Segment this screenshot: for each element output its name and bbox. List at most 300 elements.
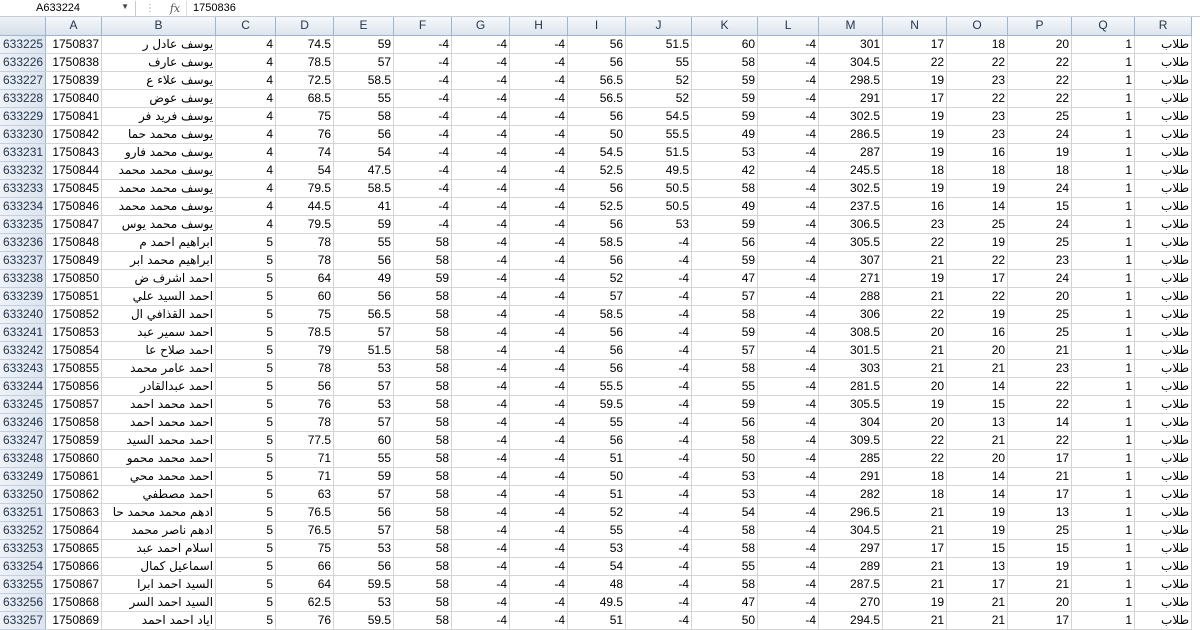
cell-o[interactable]: 23: [947, 71, 1008, 89]
cell-q[interactable]: 1: [1072, 431, 1135, 449]
cell-a[interactable]: 1750837: [46, 35, 102, 53]
cell-d[interactable]: 78: [276, 233, 334, 251]
cell-f[interactable]: -4: [394, 143, 452, 161]
cell-f[interactable]: 58: [394, 341, 452, 359]
cell-e[interactable]: 59: [334, 215, 394, 233]
cell-f[interactable]: -4: [394, 197, 452, 215]
insert-function-button[interactable]: fx: [164, 1, 187, 16]
cell-g[interactable]: -4: [452, 359, 510, 377]
cell-o[interactable]: 14: [947, 377, 1008, 395]
cell-h[interactable]: -4: [510, 53, 568, 71]
row-header[interactable]: 633252: [0, 521, 46, 539]
cell-e[interactable]: 60: [334, 431, 394, 449]
cell-r[interactable]: [1135, 89, 1192, 107]
cell-l[interactable]: -4: [758, 557, 819, 575]
cell-j[interactable]: -4: [626, 323, 692, 341]
cell-a[interactable]: 1750847: [46, 215, 102, 233]
cell-h[interactable]: -4: [510, 35, 568, 53]
cell-o[interactable]: 14: [947, 485, 1008, 503]
cell-e[interactable]: 56.5: [334, 305, 394, 323]
cell-l[interactable]: -4: [758, 575, 819, 593]
row-header[interactable]: 633231: [0, 143, 46, 161]
cell-j[interactable]: -4: [626, 449, 692, 467]
cell-a[interactable]: 1750844: [46, 161, 102, 179]
cell-n[interactable]: 19: [883, 125, 947, 143]
cell-m[interactable]: 301: [819, 35, 883, 53]
cell-q[interactable]: 1: [1072, 161, 1135, 179]
cell-d[interactable]: 78.5: [276, 53, 334, 71]
cell-r[interactable]: [1135, 359, 1192, 377]
cell-a[interactable]: 1750843: [46, 143, 102, 161]
cell-f[interactable]: -4: [394, 89, 452, 107]
cell-c[interactable]: 4: [216, 197, 276, 215]
cell-h[interactable]: -4: [510, 143, 568, 161]
cell-n[interactable]: 21: [883, 251, 947, 269]
cell-r[interactable]: [1135, 107, 1192, 125]
cell-b[interactable]: [102, 557, 216, 575]
cell-q[interactable]: 1: [1072, 233, 1135, 251]
cell-o[interactable]: 18: [947, 161, 1008, 179]
cell-q[interactable]: 1: [1072, 107, 1135, 125]
cell-b[interactable]: [102, 449, 216, 467]
cell-b[interactable]: [102, 53, 216, 71]
cell-i[interactable]: 51: [568, 485, 626, 503]
cell-a[interactable]: 1750855: [46, 359, 102, 377]
cell-c[interactable]: 5: [216, 449, 276, 467]
cell-o[interactable]: 13: [947, 557, 1008, 575]
cell-h[interactable]: -4: [510, 611, 568, 629]
cell-n[interactable]: 20: [883, 323, 947, 341]
cell-e[interactable]: 58.5: [334, 71, 394, 89]
cell-p[interactable]: 19: [1008, 557, 1072, 575]
cell-j[interactable]: -4: [626, 503, 692, 521]
cell-c[interactable]: 5: [216, 233, 276, 251]
cell-j[interactable]: -4: [626, 575, 692, 593]
cell-r[interactable]: [1135, 467, 1192, 485]
cell-r[interactable]: [1135, 323, 1192, 341]
column-header-k[interactable]: K: [692, 17, 758, 35]
cell-h[interactable]: -4: [510, 251, 568, 269]
cell-h[interactable]: -4: [510, 269, 568, 287]
cell-p[interactable]: 17: [1008, 611, 1072, 629]
cell-f[interactable]: 58: [394, 611, 452, 629]
cell-j[interactable]: -4: [626, 593, 692, 611]
cell-a[interactable]: 1750840: [46, 89, 102, 107]
cell-k[interactable]: 54: [692, 503, 758, 521]
cell-b[interactable]: [102, 323, 216, 341]
cell-c[interactable]: 4: [216, 71, 276, 89]
cell-b[interactable]: [102, 143, 216, 161]
cell-i[interactable]: 52.5: [568, 161, 626, 179]
cell-p[interactable]: 24: [1008, 179, 1072, 197]
cell-c[interactable]: 5: [216, 557, 276, 575]
cell-f[interactable]: 58: [394, 251, 452, 269]
cell-n[interactable]: 17: [883, 539, 947, 557]
cell-n[interactable]: 21: [883, 521, 947, 539]
cell-h[interactable]: -4: [510, 431, 568, 449]
cell-d[interactable]: 76: [276, 611, 334, 629]
cell-n[interactable]: 16: [883, 197, 947, 215]
cell-j[interactable]: -4: [626, 413, 692, 431]
cell-e[interactable]: 57: [334, 485, 394, 503]
cell-j[interactable]: 49.5: [626, 161, 692, 179]
cell-b[interactable]: [102, 611, 216, 629]
column-header-a[interactable]: A: [46, 17, 102, 35]
cell-m[interactable]: 305.5: [819, 395, 883, 413]
row-header[interactable]: 633243: [0, 359, 46, 377]
cell-e[interactable]: 57: [334, 53, 394, 71]
row-header[interactable]: 633242: [0, 341, 46, 359]
cell-b[interactable]: [102, 395, 216, 413]
cell-k[interactable]: 59: [692, 89, 758, 107]
cell-k[interactable]: 57: [692, 287, 758, 305]
cell-e[interactable]: 57: [334, 377, 394, 395]
cell-h[interactable]: -4: [510, 449, 568, 467]
cell-i[interactable]: 51: [568, 449, 626, 467]
cell-l[interactable]: -4: [758, 89, 819, 107]
cell-e[interactable]: 57: [334, 413, 394, 431]
cell-q[interactable]: 1: [1072, 467, 1135, 485]
cell-p[interactable]: 19: [1008, 143, 1072, 161]
cell-q[interactable]: 1: [1072, 557, 1135, 575]
row-header[interactable]: 633257: [0, 611, 46, 629]
cell-o[interactable]: 17: [947, 269, 1008, 287]
cell-f[interactable]: 58: [394, 359, 452, 377]
cell-f[interactable]: 58: [394, 467, 452, 485]
cell-o[interactable]: 19: [947, 305, 1008, 323]
cell-d[interactable]: 78: [276, 251, 334, 269]
cell-q[interactable]: 1: [1072, 179, 1135, 197]
cell-c[interactable]: 5: [216, 413, 276, 431]
cell-l[interactable]: -4: [758, 125, 819, 143]
cell-q[interactable]: 1: [1072, 611, 1135, 629]
cell-j[interactable]: -4: [626, 539, 692, 557]
cell-k[interactable]: 56: [692, 413, 758, 431]
cell-m[interactable]: 271: [819, 269, 883, 287]
cell-q[interactable]: 1: [1072, 197, 1135, 215]
cell-g[interactable]: -4: [452, 143, 510, 161]
cell-e[interactable]: 47.5: [334, 161, 394, 179]
cell-m[interactable]: 270: [819, 593, 883, 611]
cell-f[interactable]: 58: [394, 539, 452, 557]
column-header-b[interactable]: B: [102, 17, 216, 35]
cell-f[interactable]: 58: [394, 377, 452, 395]
cell-q[interactable]: 1: [1072, 395, 1135, 413]
cell-f[interactable]: 58: [394, 305, 452, 323]
cell-n[interactable]: 19: [883, 107, 947, 125]
cell-p[interactable]: 21: [1008, 467, 1072, 485]
cell-n[interactable]: 19: [883, 269, 947, 287]
cell-c[interactable]: 4: [216, 143, 276, 161]
cell-m[interactable]: 281.5: [819, 377, 883, 395]
cell-k[interactable]: 55: [692, 557, 758, 575]
cell-k[interactable]: 58: [692, 179, 758, 197]
cell-l[interactable]: -4: [758, 503, 819, 521]
row-header[interactable]: 633236: [0, 233, 46, 251]
cell-e[interactable]: 55: [334, 449, 394, 467]
cell-o[interactable]: 20: [947, 341, 1008, 359]
cell-l[interactable]: -4: [758, 449, 819, 467]
cell-m[interactable]: 306: [819, 305, 883, 323]
cell-q[interactable]: 1: [1072, 53, 1135, 71]
cell-j[interactable]: 55: [626, 53, 692, 71]
cell-c[interactable]: 4: [216, 161, 276, 179]
cell-p[interactable]: 15: [1008, 197, 1072, 215]
cell-a[interactable]: 1750838: [46, 53, 102, 71]
cell-b[interactable]: [102, 215, 216, 233]
cell-o[interactable]: 14: [947, 197, 1008, 215]
cell-j[interactable]: -4: [626, 251, 692, 269]
cell-b[interactable]: [102, 377, 216, 395]
cell-d[interactable]: 79: [276, 341, 334, 359]
cell-n[interactable]: 21: [883, 611, 947, 629]
cell-r[interactable]: [1135, 575, 1192, 593]
column-header-e[interactable]: E: [334, 17, 394, 35]
cell-p[interactable]: 24: [1008, 269, 1072, 287]
cell-n[interactable]: 19: [883, 71, 947, 89]
cell-e[interactable]: 58.5: [334, 179, 394, 197]
cell-l[interactable]: -4: [758, 485, 819, 503]
cell-h[interactable]: -4: [510, 395, 568, 413]
cell-k[interactable]: 58: [692, 305, 758, 323]
cell-i[interactable]: 55: [568, 521, 626, 539]
cell-g[interactable]: -4: [452, 593, 510, 611]
cell-h[interactable]: -4: [510, 107, 568, 125]
cell-d[interactable]: 76.5: [276, 521, 334, 539]
cell-c[interactable]: 5: [216, 521, 276, 539]
cell-e[interactable]: 53: [334, 593, 394, 611]
cell-q[interactable]: 1: [1072, 413, 1135, 431]
cell-m[interactable]: 282: [819, 485, 883, 503]
column-header-i[interactable]: I: [568, 17, 626, 35]
cell-p[interactable]: 23: [1008, 251, 1072, 269]
cell-j[interactable]: -4: [626, 611, 692, 629]
cell-m[interactable]: 297: [819, 539, 883, 557]
cell-n[interactable]: 20: [883, 413, 947, 431]
cell-j[interactable]: -4: [626, 377, 692, 395]
column-header-h[interactable]: H: [510, 17, 568, 35]
cell-e[interactable]: 56: [334, 125, 394, 143]
cell-r[interactable]: [1135, 539, 1192, 557]
cell-o[interactable]: 17: [947, 575, 1008, 593]
cell-q[interactable]: 1: [1072, 71, 1135, 89]
cell-r[interactable]: [1135, 305, 1192, 323]
cell-q[interactable]: 1: [1072, 575, 1135, 593]
cell-j[interactable]: -4: [626, 431, 692, 449]
row-header[interactable]: 633240: [0, 305, 46, 323]
cell-i[interactable]: 58.5: [568, 305, 626, 323]
cell-g[interactable]: -4: [452, 53, 510, 71]
cell-k[interactable]: 49: [692, 197, 758, 215]
row-header[interactable]: 633226: [0, 53, 46, 71]
cell-a[interactable]: 1750853: [46, 323, 102, 341]
cell-j[interactable]: 52: [626, 71, 692, 89]
column-header-o[interactable]: O: [947, 17, 1008, 35]
cell-c[interactable]: 5: [216, 341, 276, 359]
row-header[interactable]: 633238: [0, 269, 46, 287]
column-header-j[interactable]: J: [626, 17, 692, 35]
cell-p[interactable]: 25: [1008, 305, 1072, 323]
cell-b[interactable]: [102, 107, 216, 125]
cell-b[interactable]: [102, 251, 216, 269]
column-header-n[interactable]: N: [883, 17, 947, 35]
cell-b[interactable]: [102, 71, 216, 89]
cell-c[interactable]: 5: [216, 287, 276, 305]
cell-b[interactable]: [102, 161, 216, 179]
row-header[interactable]: 633255: [0, 575, 46, 593]
cell-f[interactable]: -4: [394, 107, 452, 125]
cell-b[interactable]: [102, 233, 216, 251]
cell-c[interactable]: 4: [216, 107, 276, 125]
cell-b[interactable]: [102, 359, 216, 377]
cell-q[interactable]: 1: [1072, 251, 1135, 269]
cell-l[interactable]: -4: [758, 233, 819, 251]
cell-f[interactable]: 58: [394, 575, 452, 593]
column-header-d[interactable]: D: [276, 17, 334, 35]
cell-d[interactable]: 75: [276, 107, 334, 125]
cell-q[interactable]: 1: [1072, 341, 1135, 359]
row-header[interactable]: 633227: [0, 71, 46, 89]
row-header[interactable]: 633233: [0, 179, 46, 197]
cell-b[interactable]: [102, 539, 216, 557]
cell-i[interactable]: 56: [568, 35, 626, 53]
cell-m[interactable]: 304.5: [819, 521, 883, 539]
cell-a[interactable]: 1750867: [46, 575, 102, 593]
cell-o[interactable]: 19: [947, 503, 1008, 521]
cell-f[interactable]: 58: [394, 485, 452, 503]
row-header[interactable]: 633232: [0, 161, 46, 179]
cell-c[interactable]: 5: [216, 431, 276, 449]
cell-m[interactable]: 303: [819, 359, 883, 377]
cell-o[interactable]: 14: [947, 467, 1008, 485]
cell-k[interactable]: 50: [692, 449, 758, 467]
cell-c[interactable]: 4: [216, 35, 276, 53]
cell-k[interactable]: 59: [692, 71, 758, 89]
cell-b[interactable]: [102, 593, 216, 611]
cell-g[interactable]: -4: [452, 413, 510, 431]
cell-m[interactable]: 245.5: [819, 161, 883, 179]
cell-o[interactable]: 13: [947, 413, 1008, 431]
cell-c[interactable]: 5: [216, 485, 276, 503]
cell-a[interactable]: 1750841: [46, 107, 102, 125]
cell-n[interactable]: 21: [883, 359, 947, 377]
cell-k[interactable]: 58: [692, 359, 758, 377]
cell-f[interactable]: -4: [394, 35, 452, 53]
cell-f[interactable]: -4: [394, 179, 452, 197]
cell-p[interactable]: 15: [1008, 539, 1072, 557]
cell-a[interactable]: 1750862: [46, 485, 102, 503]
cell-a[interactable]: 1750864: [46, 521, 102, 539]
cell-e[interactable]: 56: [334, 251, 394, 269]
cell-i[interactable]: 49.5: [568, 593, 626, 611]
row-header[interactable]: 633237: [0, 251, 46, 269]
cell-n[interactable]: 21: [883, 341, 947, 359]
cell-k[interactable]: 50: [692, 611, 758, 629]
cell-f[interactable]: -4: [394, 53, 452, 71]
cell-o[interactable]: 16: [947, 323, 1008, 341]
cell-d[interactable]: 71: [276, 467, 334, 485]
cell-p[interactable]: 21: [1008, 575, 1072, 593]
cell-h[interactable]: -4: [510, 593, 568, 611]
cell-q[interactable]: 1: [1072, 485, 1135, 503]
cell-n[interactable]: 19: [883, 593, 947, 611]
cell-g[interactable]: -4: [452, 305, 510, 323]
cell-c[interactable]: 4: [216, 125, 276, 143]
cell-i[interactable]: 51: [568, 611, 626, 629]
cell-j[interactable]: -4: [626, 341, 692, 359]
cell-o[interactable]: 22: [947, 89, 1008, 107]
column-header-r[interactable]: R: [1135, 17, 1192, 35]
cell-k[interactable]: 60: [692, 35, 758, 53]
cell-o[interactable]: 25: [947, 215, 1008, 233]
row-header[interactable]: 633250: [0, 485, 46, 503]
cell-b[interactable]: [102, 287, 216, 305]
cell-h[interactable]: -4: [510, 575, 568, 593]
cell-i[interactable]: 48: [568, 575, 626, 593]
cell-r[interactable]: [1135, 377, 1192, 395]
cell-d[interactable]: 75: [276, 305, 334, 323]
cell-r[interactable]: [1135, 251, 1192, 269]
cell-j[interactable]: -4: [626, 269, 692, 287]
cell-r[interactable]: [1135, 197, 1192, 215]
cell-k[interactable]: 57: [692, 341, 758, 359]
cell-d[interactable]: 78: [276, 359, 334, 377]
cell-k[interactable]: 58: [692, 575, 758, 593]
column-header-f[interactable]: F: [394, 17, 452, 35]
cell-p[interactable]: 20: [1008, 593, 1072, 611]
cell-a[interactable]: 1750859: [46, 431, 102, 449]
cell-d[interactable]: 72.5: [276, 71, 334, 89]
cell-j[interactable]: -4: [626, 485, 692, 503]
cell-c[interactable]: 5: [216, 251, 276, 269]
cell-q[interactable]: 1: [1072, 89, 1135, 107]
cell-g[interactable]: -4: [452, 35, 510, 53]
cell-q[interactable]: 1: [1072, 521, 1135, 539]
cell-g[interactable]: -4: [452, 287, 510, 305]
cell-a[interactable]: 1750868: [46, 593, 102, 611]
cell-f[interactable]: 58: [394, 557, 452, 575]
cell-l[interactable]: -4: [758, 341, 819, 359]
cell-e[interactable]: 53: [334, 539, 394, 557]
cell-k[interactable]: 58: [692, 539, 758, 557]
cell-e[interactable]: 51.5: [334, 341, 394, 359]
cell-g[interactable]: -4: [452, 89, 510, 107]
cell-p[interactable]: 22: [1008, 395, 1072, 413]
cell-c[interactable]: 5: [216, 503, 276, 521]
formula-input[interactable]: 1750836: [193, 2, 236, 14]
cell-i[interactable]: 50: [568, 467, 626, 485]
cell-r[interactable]: [1135, 449, 1192, 467]
cell-e[interactable]: 57: [334, 521, 394, 539]
cell-g[interactable]: -4: [452, 251, 510, 269]
cell-n[interactable]: 18: [883, 467, 947, 485]
cell-h[interactable]: -4: [510, 197, 568, 215]
cell-g[interactable]: -4: [452, 323, 510, 341]
cell-j[interactable]: -4: [626, 557, 692, 575]
cell-p[interactable]: 20: [1008, 35, 1072, 53]
cell-l[interactable]: -4: [758, 359, 819, 377]
cell-p[interactable]: 23: [1008, 359, 1072, 377]
cell-n[interactable]: 19: [883, 179, 947, 197]
cell-j[interactable]: 50.5: [626, 197, 692, 215]
cell-o[interactable]: 23: [947, 107, 1008, 125]
cell-d[interactable]: 44.5: [276, 197, 334, 215]
cell-h[interactable]: -4: [510, 305, 568, 323]
cell-e[interactable]: 59.5: [334, 575, 394, 593]
cell-a[interactable]: 1750846: [46, 197, 102, 215]
cell-m[interactable]: 304: [819, 413, 883, 431]
cell-j[interactable]: 54.5: [626, 107, 692, 125]
